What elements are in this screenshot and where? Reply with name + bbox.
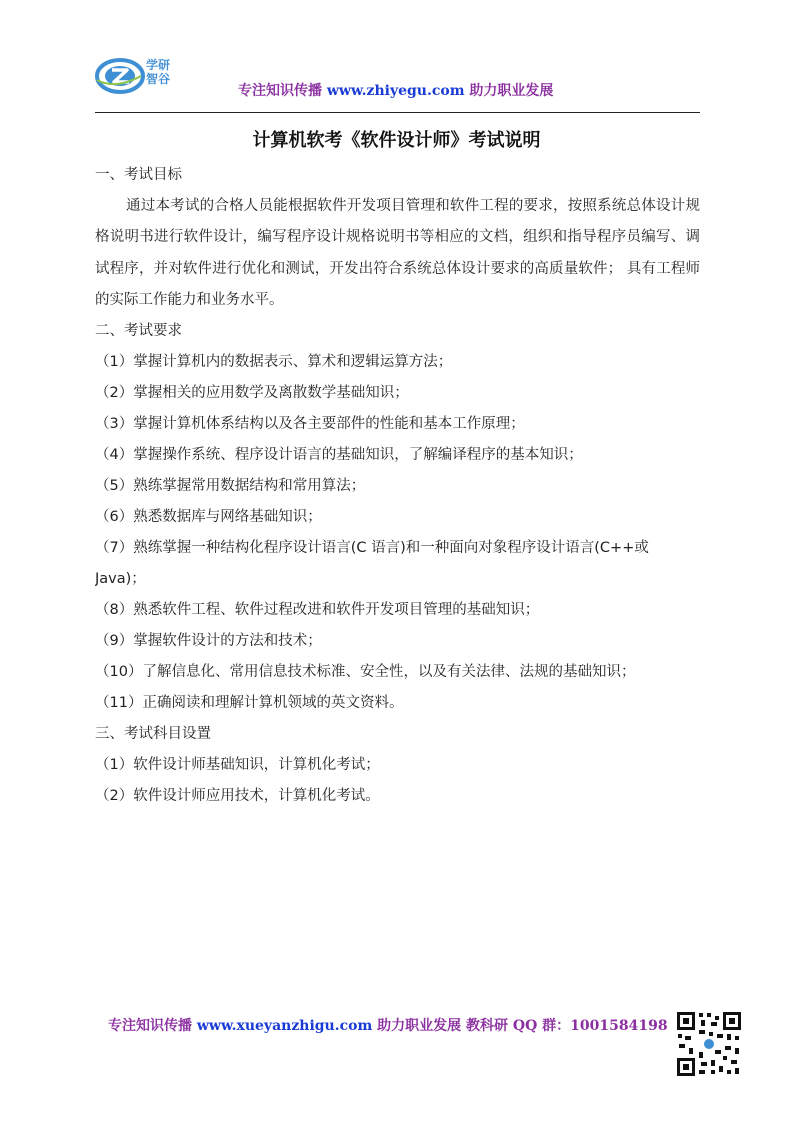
header-website-link[interactable]: www.zhiyegu.com: [326, 83, 465, 99]
qr-code-icon: [675, 1010, 743, 1078]
qr-code: [675, 1010, 743, 1078]
requirement-item: （1）掌握计算机内的数据表示、算术和逻辑运算方法；: [95, 354, 453, 371]
requirement-item: （9）掌握软件设计的方法和技术；: [95, 633, 322, 650]
subject-item: （1）软件设计师基础知识，计算机化考试；: [95, 757, 380, 774]
requirement-item: （5）熟练掌握常用数据结构和常用算法；: [95, 478, 366, 495]
logo-text-line2: 智谷: [146, 72, 171, 86]
footer-text-right: 助力职业发展 教科研 QQ 群：1001584198: [372, 1018, 668, 1034]
requirement-item: （8）熟悉软件工程、软件过程改进和软件开发项目管理的基础知识；: [95, 602, 540, 619]
logo-text: [146, 58, 170, 86]
header-divider: [95, 112, 700, 113]
page-title: 计算机软考《软件设计师》考试说明: [252, 130, 541, 151]
requirement-item: （3）掌握计算机体系结构以及各主要部件的性能和基本工作原理；: [95, 416, 525, 433]
header-tagline: [238, 80, 553, 100]
requirement-item: （4）掌握操作系统、程序设计语言的基础知识，了解编译程序的基本知识；: [95, 447, 583, 464]
document-body: [95, 160, 700, 812]
section-heading-subjects: 三、考试科目设置: [95, 726, 211, 743]
goal-paragraph: 通过本考试的合格人员能根据软件开发项目管理和软件工程的要求，按照系统总体设计规格说明书进行软件设计，编写程序设计规格说明书等相应的文档，组织和指导程序员编写、调试程序，并对软件进行优化和测试，开发出符合系统总体设计要求的高质量软件； 具有工程师的实际工作能力和业务水平。: [95, 198, 700, 308]
logo-text-line1: 学研: [146, 58, 171, 72]
header-tagline-left: 专注知识传播: [238, 83, 327, 99]
requirement-item: （7）熟练掌握一种结构化程序设计语言(C 语言)和一种面向对象程序设计语言(C++或: [95, 540, 649, 557]
footer-website-link[interactable]: www.xueyanzhigu.com: [196, 1018, 373, 1034]
section-heading-goal: 一、考试目标: [95, 167, 182, 183]
footer-tagline: [108, 1015, 668, 1035]
requirement-item: （11）正确阅读和理解计算机领域的英文资料。: [95, 695, 404, 712]
header-tagline-right: 助力职业发展: [464, 83, 554, 99]
subject-item: （2）软件设计师应用技术，计算机化考试。: [95, 788, 380, 805]
requirement-item: （10）了解信息化、常用信息技术标准、安全性，以及有关法律、法规的基础知识；: [95, 664, 636, 681]
requirement-item: （2）掌握相关的应用数学及离散数学基础知识；: [95, 385, 409, 402]
section-heading-requirements: 二、考试要求: [95, 323, 182, 340]
footer-text-left: 专注知识传播: [108, 1018, 197, 1034]
requirement-item-continuation: Java)；: [95, 571, 146, 588]
requirement-item: （6）熟悉数据库与网络基础知识；: [95, 509, 322, 526]
